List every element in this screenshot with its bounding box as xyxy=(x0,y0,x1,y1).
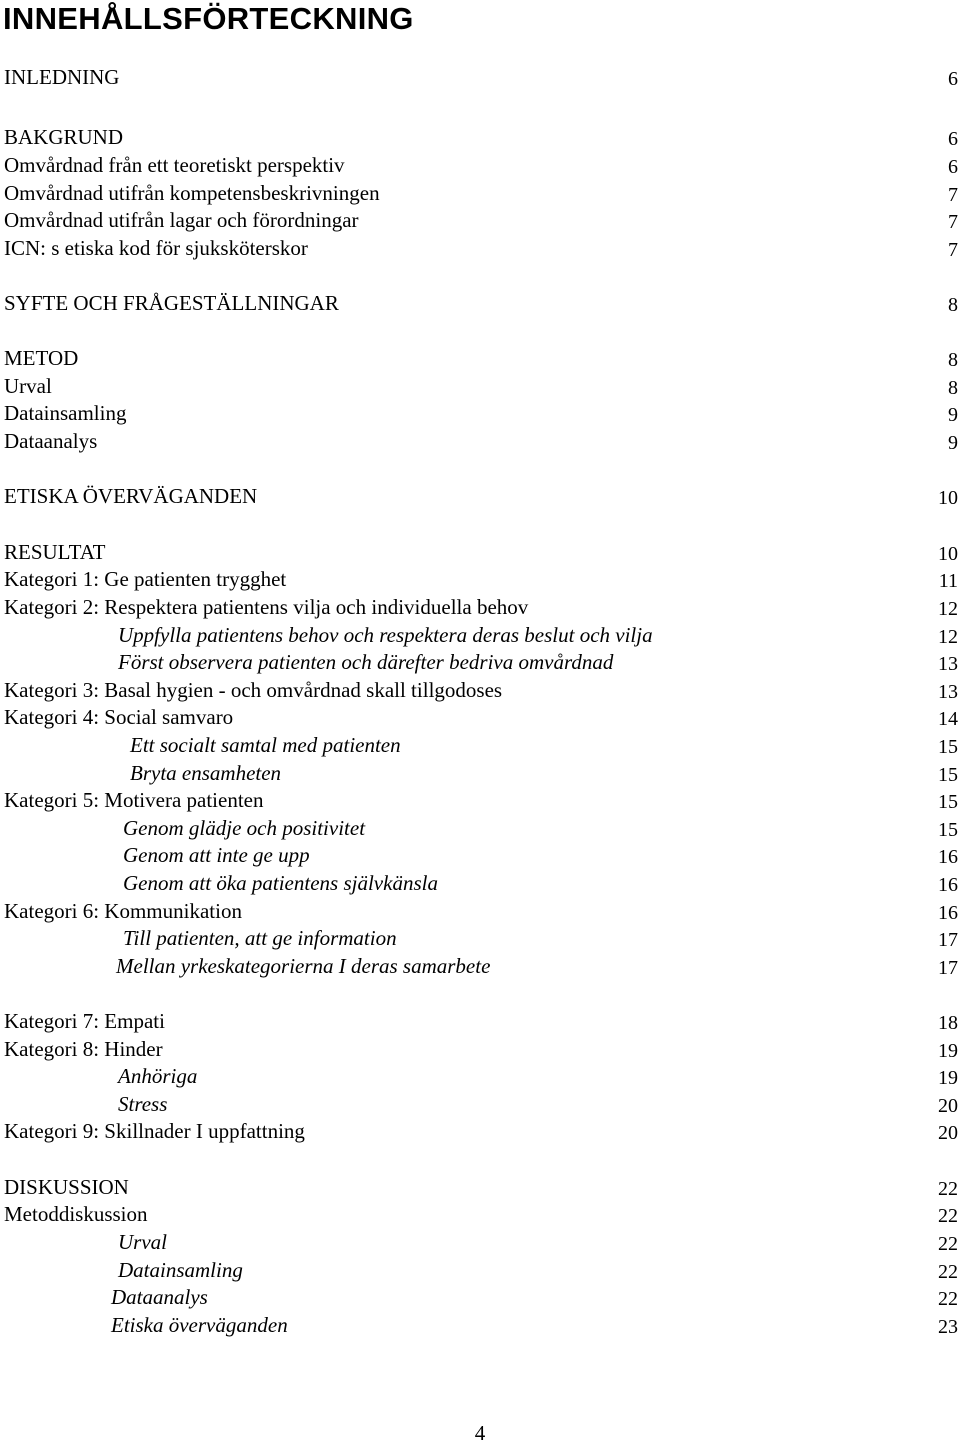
toc-entry xyxy=(0,953,960,980)
toc-entry-label: Urval xyxy=(4,374,52,398)
toc-entry-page: 12 xyxy=(938,598,958,620)
toc-entry-page: 11 xyxy=(938,570,958,592)
toc-entry xyxy=(0,64,960,91)
toc-entry xyxy=(0,1063,960,1090)
toc-entry xyxy=(0,400,960,427)
toc-entry-page: 12 xyxy=(938,626,958,648)
toc-entry-label: Genom att öka patientens självkänsla xyxy=(123,871,438,895)
toc-entry xyxy=(0,373,960,400)
toc-entry-label: INLEDNING xyxy=(4,65,120,89)
toc-entry-label: Omvårdnad utifrån kompetensbeskrivningen xyxy=(4,181,380,205)
toc-entry xyxy=(0,1201,960,1228)
toc-entry-page: 13 xyxy=(938,653,958,675)
toc-entry xyxy=(0,152,960,179)
toc-entry-label: Kategori 3: Basal hygien - och omvårdnad skall tillgodoses xyxy=(4,678,503,702)
toc-entry-page: 8 xyxy=(948,349,958,371)
toc-entry-label: Bryta ensamheten xyxy=(130,761,282,785)
toc-entry-label: RESULTAT xyxy=(4,540,106,564)
toc-entry-page: 16 xyxy=(938,874,958,896)
toc-entry xyxy=(0,345,960,372)
toc-entry-page: 9 xyxy=(948,432,958,454)
toc-entry-page: 20 xyxy=(938,1122,958,1144)
toc-entry xyxy=(0,760,960,787)
toc-entry xyxy=(0,124,960,151)
toc-entry xyxy=(0,1091,960,1118)
toc-entry-label: Genom att inte ge upp xyxy=(123,843,310,867)
toc-entry-page: 10 xyxy=(938,543,958,565)
toc-entry-page: 16 xyxy=(938,902,958,924)
toc-entry-label: Kategori 1: Ge patienten trygghet xyxy=(4,567,287,591)
toc-entry-label: Urval xyxy=(118,1230,167,1254)
toc-entry xyxy=(0,1257,960,1284)
toc-entry xyxy=(0,594,960,621)
toc-entry-label: Uppfylla patientens behov och respektera deras beslut och vilja xyxy=(118,623,653,647)
toc-entry-label: Först observera patienten och därefter bedriva omvårdnad xyxy=(118,650,614,674)
toc-entry xyxy=(0,290,960,317)
toc-entry xyxy=(0,677,960,704)
toc-entry-label: Datainsamling xyxy=(4,401,127,425)
toc-entry xyxy=(0,428,960,455)
toc-entry-label: Kategori 6: Kommunikation xyxy=(4,899,242,923)
toc-entry-label: Mellan yrkeskategorierna I deras samarbete xyxy=(116,954,491,978)
toc-entry-label: Kategori 5: Motivera patienten xyxy=(4,788,264,812)
page-title: INNEHÅLLSFÖRTECKNING xyxy=(3,1,414,36)
toc-entry-page: 16 xyxy=(938,846,958,868)
toc-entry xyxy=(0,1118,960,1145)
toc-entry-label: Kategori 8: Hinder xyxy=(4,1037,163,1061)
toc-entry-label: Dataanalys xyxy=(4,429,98,453)
toc-entry-page: 7 xyxy=(948,239,958,261)
toc-entry-label: Etiska överväganden xyxy=(111,1313,288,1337)
toc-entry-label: Ett socialt samtal med patienten xyxy=(130,733,401,757)
toc-entry-page: 15 xyxy=(938,764,958,786)
toc-entry-page: 23 xyxy=(938,1316,958,1338)
toc-entry-label: ETISKA ÖVERVÄGANDEN xyxy=(4,484,258,508)
toc-entry-page: 13 xyxy=(938,681,958,703)
toc-entry xyxy=(0,207,960,234)
toc-entry-page: 20 xyxy=(938,1095,958,1117)
toc-entry-page: 14 xyxy=(938,708,958,730)
toc-entry-page: 18 xyxy=(938,1012,958,1034)
toc-entry xyxy=(0,787,960,814)
toc-entry-label: Kategori 2: Respektera patientens vilja och individuella behov xyxy=(4,595,529,619)
toc-entry-page: 6 xyxy=(948,156,958,178)
toc-entry xyxy=(0,483,960,510)
toc-entry-page: 6 xyxy=(948,128,958,150)
toc-entry-label: Genom glädje och positivitet xyxy=(123,816,366,840)
toc-entry-page: 22 xyxy=(938,1288,958,1310)
toc-entry-page: 15 xyxy=(938,736,958,758)
toc-entry-label: Till patienten, att ge information xyxy=(123,926,397,950)
toc-entry xyxy=(0,870,960,897)
toc-entry-page: 17 xyxy=(938,929,958,951)
toc-entry-page: 7 xyxy=(948,211,958,233)
page-number: 4 xyxy=(474,1421,486,1445)
toc-entry-page: 15 xyxy=(938,819,958,841)
toc-entry xyxy=(0,815,960,842)
toc-entry-page: 7 xyxy=(948,184,958,206)
toc-entry xyxy=(0,1312,960,1339)
toc-entry-page: 8 xyxy=(948,294,958,316)
toc-entry-page: 9 xyxy=(948,404,958,426)
toc-entry-label: Dataanalys xyxy=(111,1285,208,1309)
toc-entry xyxy=(0,235,960,262)
toc-entry-label: Omvårdnad utifrån lagar och förordningar xyxy=(4,208,359,232)
toc-entry-page: 6 xyxy=(948,68,958,90)
toc-entry-label: Anhöriga xyxy=(118,1064,198,1088)
toc-entry-label: DISKUSSION xyxy=(4,1175,129,1199)
toc-entry xyxy=(0,180,960,207)
toc-entry xyxy=(0,1036,960,1063)
toc-entry-page: 19 xyxy=(938,1040,958,1062)
toc-entry xyxy=(0,1008,960,1035)
toc-entry xyxy=(0,925,960,952)
toc-entry-label: Kategori 7: Empati xyxy=(4,1009,165,1033)
toc-entry-page: 22 xyxy=(938,1261,958,1283)
toc-entry-page: 17 xyxy=(938,957,958,979)
toc-entry-page: 19 xyxy=(938,1067,958,1089)
toc-entry xyxy=(0,898,960,925)
toc-entry xyxy=(0,566,960,593)
toc-entry-label: Metoddiskussion xyxy=(4,1202,148,1226)
toc-entry xyxy=(0,539,960,566)
toc-entry-page: 10 xyxy=(938,487,958,509)
toc-entry-label: BAKGRUND xyxy=(4,125,124,149)
toc-entry xyxy=(0,1229,960,1256)
toc-entry-label: SYFTE OCH FRÅGESTÄLLNINGAR xyxy=(4,291,339,315)
toc-entry-page: 22 xyxy=(938,1178,958,1200)
toc-entry xyxy=(0,1174,960,1201)
toc-entry xyxy=(0,649,960,676)
toc-entry xyxy=(0,704,960,731)
toc-entry-label: Kategori 9: Skillnader I uppfattning xyxy=(4,1119,305,1143)
toc-entry xyxy=(0,842,960,869)
toc-entry xyxy=(0,1284,960,1311)
toc-entry-label: METOD xyxy=(4,346,79,370)
toc-entry-page: 22 xyxy=(938,1233,958,1255)
toc-entry xyxy=(0,732,960,759)
toc-entry-label: ICN: s etiska kod för sjuksköterskor xyxy=(4,236,308,260)
toc-entry xyxy=(0,622,960,649)
toc-entry-page: 22 xyxy=(938,1205,958,1227)
toc-entry-label: Omvårdnad från ett teoretiskt perspektiv xyxy=(4,153,345,177)
toc-entry-label: Datainsamling xyxy=(118,1258,243,1282)
toc-entry-label: Kategori 4: Social samvaro xyxy=(4,705,234,729)
toc-entry-page: 8 xyxy=(948,377,958,399)
toc-entry-page: 15 xyxy=(938,791,958,813)
toc-entry-label: Stress xyxy=(118,1092,168,1116)
